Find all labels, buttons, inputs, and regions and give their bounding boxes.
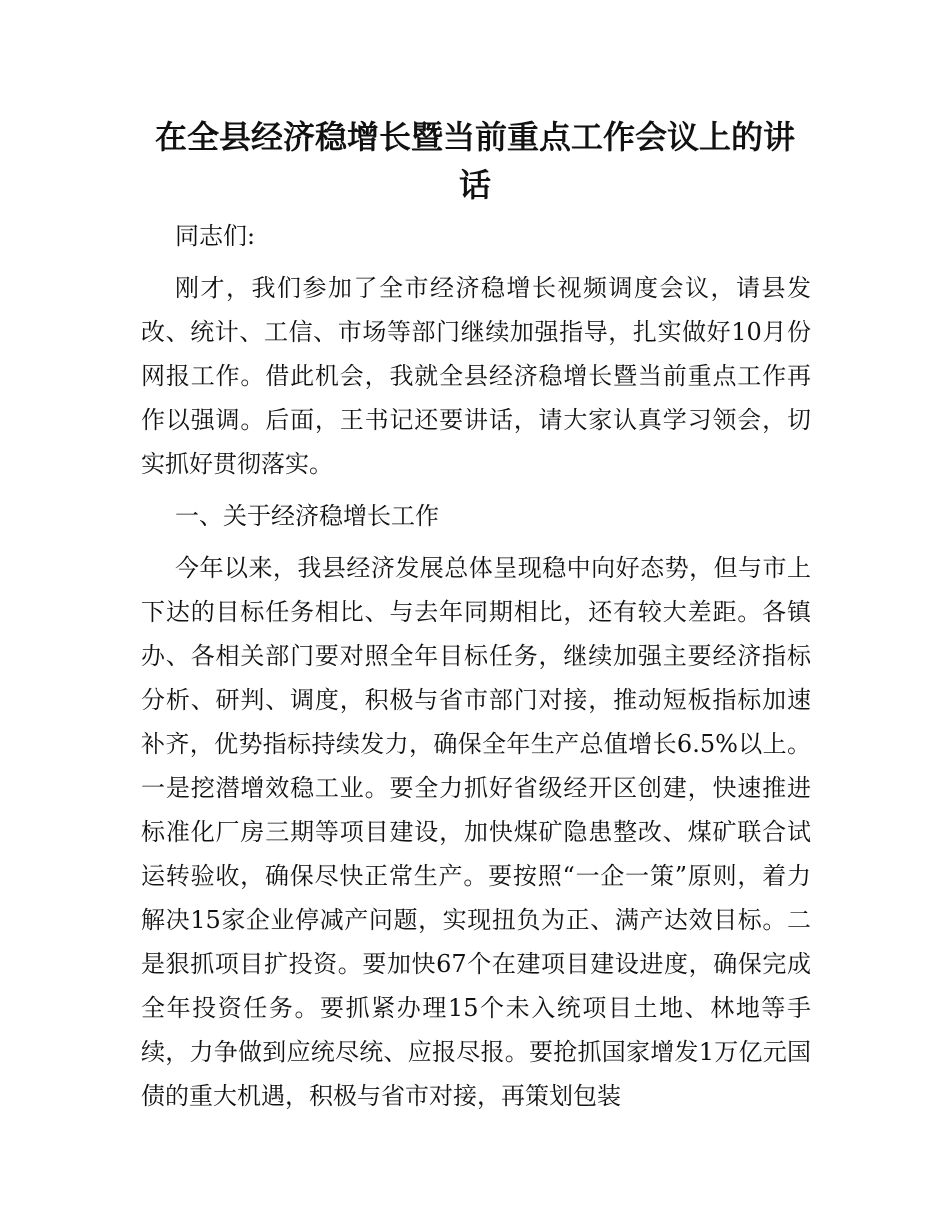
document-body	[141, 214, 811, 1126]
section-heading: 一、关于经济稳增长工作	[175, 502, 439, 530]
salutation: 同志们:	[175, 222, 256, 250]
document-title: 在全县经济稳增长暨当前重点工作会议上的讲话	[154, 118, 795, 204]
paragraph-opening: 刚才，我们参加了全市经济稳增长视频调度会议，请县发改、统计、工信、市场等部门继续加强指导，扎实做好10月份网报工作。借此机会，我就全县经济稳增长暨当前重点工作再作以强调。后面，王书记还要讲话，请大家认真学习领会，切实抓好贯彻落实。	[141, 274, 811, 478]
paragraph-economy: 今年以来，我县经济发展总体呈现稳中向好态势，但与市上下达的目标任务相比、与去年同期相比，还有较大差距。各镇办、各相关部门要对照全年目标任务，继续加强主要经济指标分析、研判、调度，积极与省市部门对接，推动短板指标加速补齐，优势指标持续发力，确保全年生产总值增长6.5%以上。一是挖潜增效稳工业。要全力抓好省级经开区创建，快速推进标准化厂房三期等项目建设，加快煤矿隐患整改、煤矿联合试运转验收，确保尽快正常生产。要按照“一企一策”原则，着力解决15家企业停减产问题，实现扭负为正、满产达效目标。二是狠抓项目扩投资。要加快67个在建项目建设进度，确保完成全年投资任务。要抓紧办理15个未入统项目土地、林地等手续，力争做到应统尽统、应报尽报。要抢抓国家增发1万亿元国债的重大机遇，积极与省市对接，再策划包装	[141, 554, 811, 1110]
